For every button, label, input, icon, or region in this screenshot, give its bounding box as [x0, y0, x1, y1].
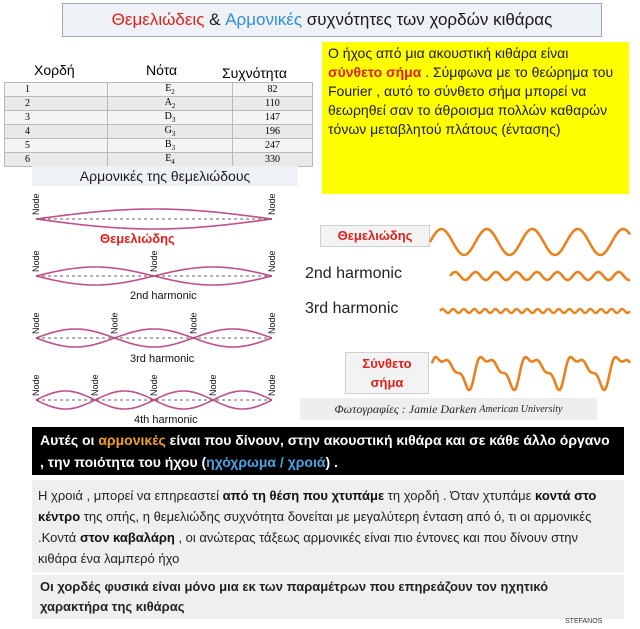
node-label: Node [90, 374, 100, 396]
info-text-2: . Σύμφωνα με το θεώρημα του Fourier , αυτό το σύνθετο σήμα μπορεί να θεωρηθεί σαν το άθροισμα πολλών καθαρών τόνων μεταβλητού πλάτους (έντασης) [328, 64, 614, 137]
note-cell [108, 125, 233, 139]
composite-line2: σήμα [370, 375, 404, 390]
note-cell [108, 111, 233, 125]
fundamental-wave [430, 229, 630, 255]
credit-university: American University [479, 403, 563, 415]
info-box [322, 42, 629, 194]
frequency-cell: 196 [233, 125, 313, 139]
title-amp: & [204, 10, 226, 29]
explain-bold-2: κοντά στο κέντρο [38, 488, 597, 524]
node-label: Node [208, 374, 218, 396]
note-letter: G [164, 125, 172, 136]
node-label: Node [267, 312, 277, 334]
info-highlight: σύνθετο σήμα [328, 64, 422, 80]
harmonics-title: Αρμονικές της θεμελιώδους [32, 166, 298, 186]
third-harmonic-wave [440, 309, 630, 313]
node-label: Node [267, 250, 277, 272]
note-cell [108, 97, 233, 111]
note-octave: 3 [171, 130, 176, 138]
note-octave: 3 [171, 116, 176, 124]
waveforms-diagram [300, 215, 635, 405]
note-letter: B [164, 139, 172, 150]
composite-wave [432, 357, 630, 390]
info-text-1: Ο ήχος από μια ακουστική κιθάρα είναι [328, 45, 569, 61]
explain-text-4: , οι ανώτερας τάξεως αρμονικές είναι πιο έντονες και που δίνουν στην κιθάρα ένα λαμπερό ήχο [38, 530, 579, 566]
fundamental-label: Θεμελιώδης [100, 231, 175, 246]
wave-second-label: 2nd harmonic [305, 265, 402, 282]
note-cell [108, 139, 233, 153]
explain-text-1: Η χροιά , μπορεί να επηρεαστεί [38, 488, 223, 503]
note-octave: 2 [171, 102, 176, 110]
table-row [5, 97, 313, 111]
note-octave: 4 [171, 158, 175, 166]
note-letter: D [164, 111, 172, 122]
node-label: Node [149, 250, 159, 272]
note-cell [108, 83, 233, 97]
statement-highlight-timbre: ηχόχρωμα / χροιά [206, 454, 326, 470]
frequency-cell: 330 [233, 153, 313, 167]
title-rest: συχνότητες των χορδών κιθάρας [302, 10, 553, 29]
harmonics-statement [32, 427, 624, 475]
note-octave: 3 [171, 144, 176, 152]
table-row [5, 125, 313, 139]
table-row [5, 139, 313, 153]
third-harmonic-label: 3rd harmonic [130, 353, 195, 365]
second-harmonic-wave [450, 272, 630, 280]
explain-text-3: της οπής, η θεμελιώδης συχνότητα δονείται με μεγαλύτερη ένταση από ό, τι οι αρμονικές .Κοντά [38, 509, 592, 545]
wave-third-label: 3rd harmonic [305, 300, 399, 317]
node-label: Node [188, 312, 199, 334]
header-note: Νότα [146, 62, 178, 78]
explain-bold-1: από τη θέση που χτυπάμε [222, 488, 385, 503]
frequency-cell: 247 [233, 139, 313, 153]
credit-main: Φωτογραφίες : Jamie Darken [334, 401, 480, 416]
node-label: Node [267, 374, 277, 396]
closing-note: Οι χορδές φυσικά είναι μόνο μια εκ των παραμέτρων που επηρεάζουν τον ηχητικό χαρακτήρα της κιθάρας [32, 575, 624, 619]
string-number: 2 [5, 97, 108, 111]
timbre-explanation [32, 480, 624, 572]
statement-text-1: Αυτές οι [40, 432, 99, 448]
frequency-table [4, 62, 313, 168]
frequency-cell: 147 [233, 111, 313, 125]
string-number: 3 [5, 111, 108, 125]
notes-table [4, 82, 313, 167]
wave-fundamental-label: Θεμελιώδης [320, 225, 430, 247]
note-octave: 2 [171, 88, 175, 96]
statement-text-2: είναι που δίνουν, στην ακουστική κιθάρα και σε κάθε άλλο όργανο , την ποιότητα του ήχου ( [40, 432, 610, 470]
statement-text-3: ) . [325, 454, 338, 470]
node-label: Node [267, 193, 277, 215]
header-frequency: Συχνότητα [222, 65, 287, 81]
note-cell [108, 153, 233, 167]
explain-bold-3: στον καβαλάρη [79, 530, 175, 545]
node-label: Node [31, 250, 41, 272]
node-label: Node [109, 312, 120, 334]
note-letter: A [164, 97, 172, 108]
table-row [5, 153, 313, 167]
header-string: Χορδή [34, 62, 75, 78]
note-letter: E [165, 153, 172, 164]
node-label: Node [31, 374, 41, 396]
node-label: Node [31, 312, 41, 334]
photo-credit [300, 398, 597, 420]
string-number: 4 [5, 125, 108, 139]
frequency-cell: 82 [233, 83, 313, 97]
note-letter: E [165, 83, 172, 94]
second-harmonic-label: 2nd harmonic [130, 290, 197, 302]
standing-waves-diagram [30, 186, 292, 426]
frequency-cell: 110 [233, 97, 313, 111]
standing-wave-curve [36, 219, 272, 229]
title-harmonic: Αρμονικές [225, 10, 303, 29]
page-title [62, 3, 602, 37]
string-number: 6 [5, 153, 108, 167]
standing-wave-curve [36, 209, 272, 219]
title-fundamental: Θεμελιώδεις [111, 10, 205, 29]
composite-line1: Σύνθετο [362, 356, 412, 371]
fourth-harmonic-label: 4th harmonic [134, 414, 198, 426]
string-number: 5 [5, 139, 108, 153]
explain-text-2: τη χορδή . Όταν χτυπάμε [384, 488, 536, 503]
node-label: Node [149, 374, 159, 396]
table-row [5, 83, 313, 97]
table-row [5, 111, 313, 125]
signature: STEFANOS [565, 618, 603, 625]
statement-highlight-harmonics: αρμονικές [98, 432, 166, 448]
string-number: 1 [5, 83, 108, 97]
node-label: Node [31, 193, 41, 215]
